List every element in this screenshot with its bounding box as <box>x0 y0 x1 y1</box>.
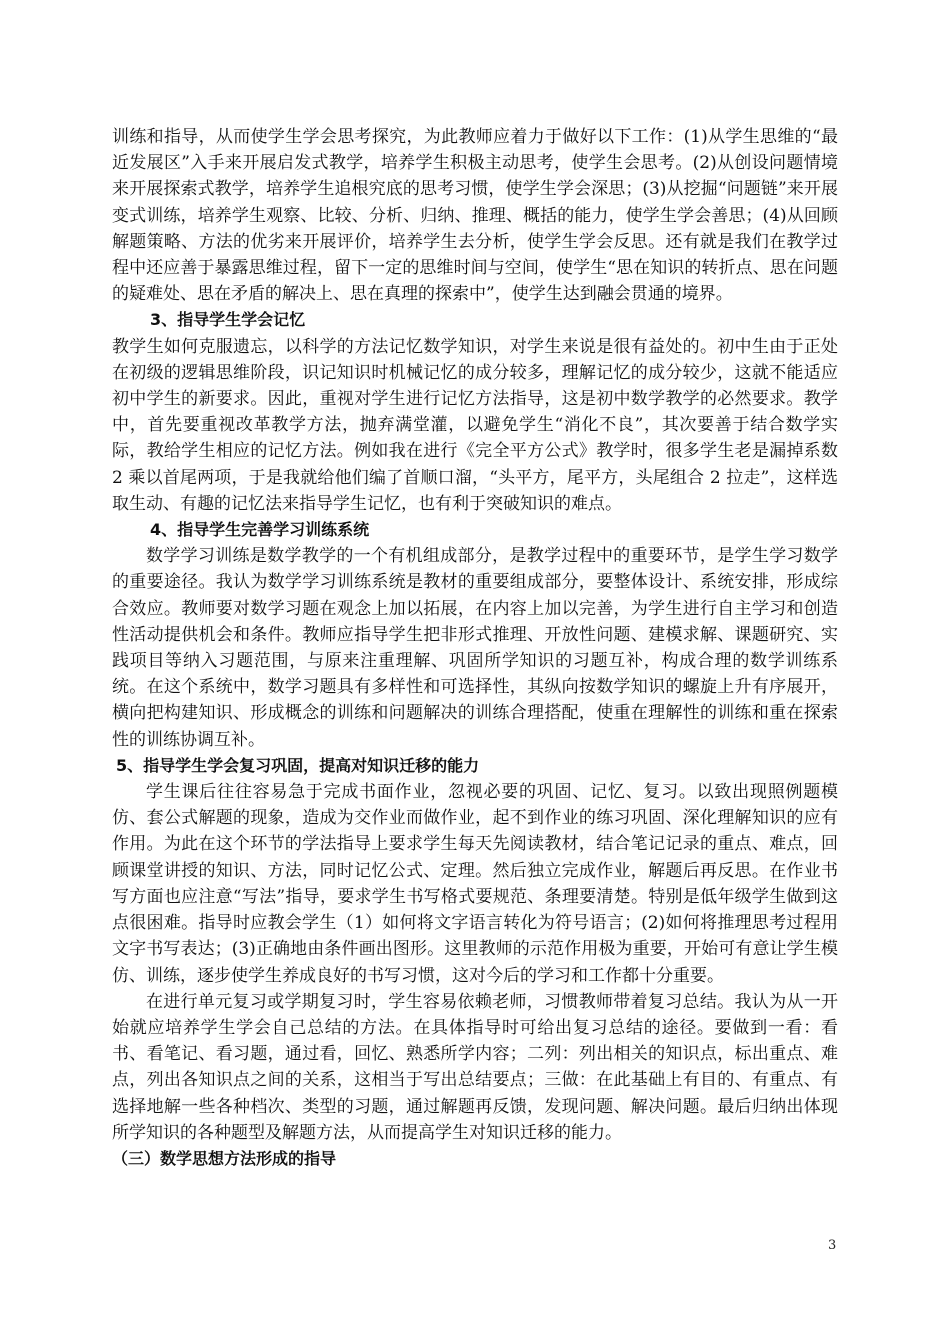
paragraph-review-summary: 在进行单元复习或学期复习时，学生容易依赖老师，习惯教师带着复习总结。我认为从一开始就应培养学生学会自己总结的方法。在具体指导时可给出复习总结的途径。要做到一看：看书、看笔记、看习题，通过看，回忆、熟悉所学内容；二列：列出相关的知识点，标出重点、难点，列出各知识点之间的关系，这相当于写出总结要点；三做：在此基础上有目的、有重点、有选择地解一些各种档次、类型的习题，通过解题再反馈，发现问题、解决问题。最后归纳出体现所学知识的各种题型及解题方法，从而提高学生对知识迁移的能力。 <box>112 991 838 1143</box>
paragraph-memory: 教学生如何克服遗忘，以科学的方法记忆数学知识，对学生来说是很有益处的。初中生由于正处在初级的逻辑思维阶段，识记知识时机械记忆的成分较多，理解记忆的成分较少，这就不能适应初中学生的新要求。因此，重视对学生进行记忆方法指导，这是初中数学教学的必然要求。教学中，首先要重视改革教学方法，抛弃满堂灌，以避免学生“消化不良”，其次要善于结合数学实际，教给学生相应的记忆方法。例如我在进行《完全平方公式》教学时，很多学生老是漏掉系数 2 乘以首尾两项，于是我就给他们编了首顺口溜，“头平方，尾平方，头尾组合 2 拉走”，这样选取生动、有趣的记忆法来指导学生记忆，也有利于突破知识的难点。 <box>112 336 838 514</box>
paragraph-thinking-training: 训练和指导，从而使学生学会思考探究，为此教师应着力于做好以下工作：(1)从学生思维的“最近发展区”入手来开展启发式教学，培养学生积极主动思考，使学生会思考。(2)从创设问题情境来开展探索式教学，培养学生追根究底的思考习惯，使学生学会深思；(3)从挖掘“问题链”来开展变式训练，培养学生观察、比较、分析、归纳、推理、概括的能力，使学生学会善思；(4)从回顾解题策略、方法的优劣来开展评价，培养学生去分析，使学生学会反思。还有就是我们在教学过程中还应善于暴露思维过程，留下一定的思维时间与空间，使学生“思在知识的转折点、思在问题的疑难处、思在矛盾的解决上、思在真理的探索中”，使学生达到融会贯通的境界。 <box>112 127 838 305</box>
heading-section-three: （三）数学思想方法形成的指导 <box>112 1148 337 1168</box>
page-body <box>112 124 838 1172</box>
paragraph-review-homework: 学生课后往往容易急于完成书面作业，忽视必要的巩固、记忆、复习。以致出现照例题模仿、套公式解题的现象，造成为交作业而做作业，起不到作业的练习巩固、深化理解知识的应有作用。为此在这个环节的学法指导上要求学生每天先阅读教材，结合笔记记录的重点、难点，回顾课堂讲授的知识、方法，同时记忆公式、定理。然后独立完成作业，解题后再反思。在作业书写方面也应注意“写法”指导，要求学生书写格式要规范、条理要清楚。特别是低年级学生做到这点很困难。指导时应教会学生（1）如何将文字语言转化为符号语言；(2)如何将推理思考过程用文字书写表达；(3)正确地由条件画出图形。这里教师的示范作用极为重要，开始可有意让学生模仿、训练，逐步使学生养成良好的书写习惯，这对今后的学习和工作都十分重要。 <box>112 782 838 986</box>
paragraph-training-system: 数学学习训练是数学教学的一个有机组成部分，是教学过程中的重要环节，是学生学习数学的重要途径。我认为数学学习训练系统是教材的重要组成部分，要整体设计、系统安排，形成综合效应。教师要对数学习题在观念上加以拓展，在内容上加以完善，为学生进行自主学习和创造性活动提供机会和条件。教师应指导学生把非形式推理、开放性问题、建模求解、课题研究、实践项目等纳入习题范围，与原来注重理解、巩固所学知识的习题互补，构成合理的数学训练系统。在这个系统中，数学习题具有多样性和可选择性，其纵向按数学知识的螺旋上升有序展开，横向把构建知识、形成概念的训练和问题解决的训练合理搭配，使重在理解性的训练和重在探索性的训练协调互补。 <box>112 546 838 750</box>
heading-training-system: 4、指导学生完善学习训练系统 <box>150 520 370 540</box>
heading-memory: 3、指导学生学会记忆 <box>150 310 306 330</box>
page-number: 3 <box>828 1238 837 1253</box>
heading-review: 5、指导学生学会复习巩固，提高对知识迁移的能力 <box>116 755 480 775</box>
